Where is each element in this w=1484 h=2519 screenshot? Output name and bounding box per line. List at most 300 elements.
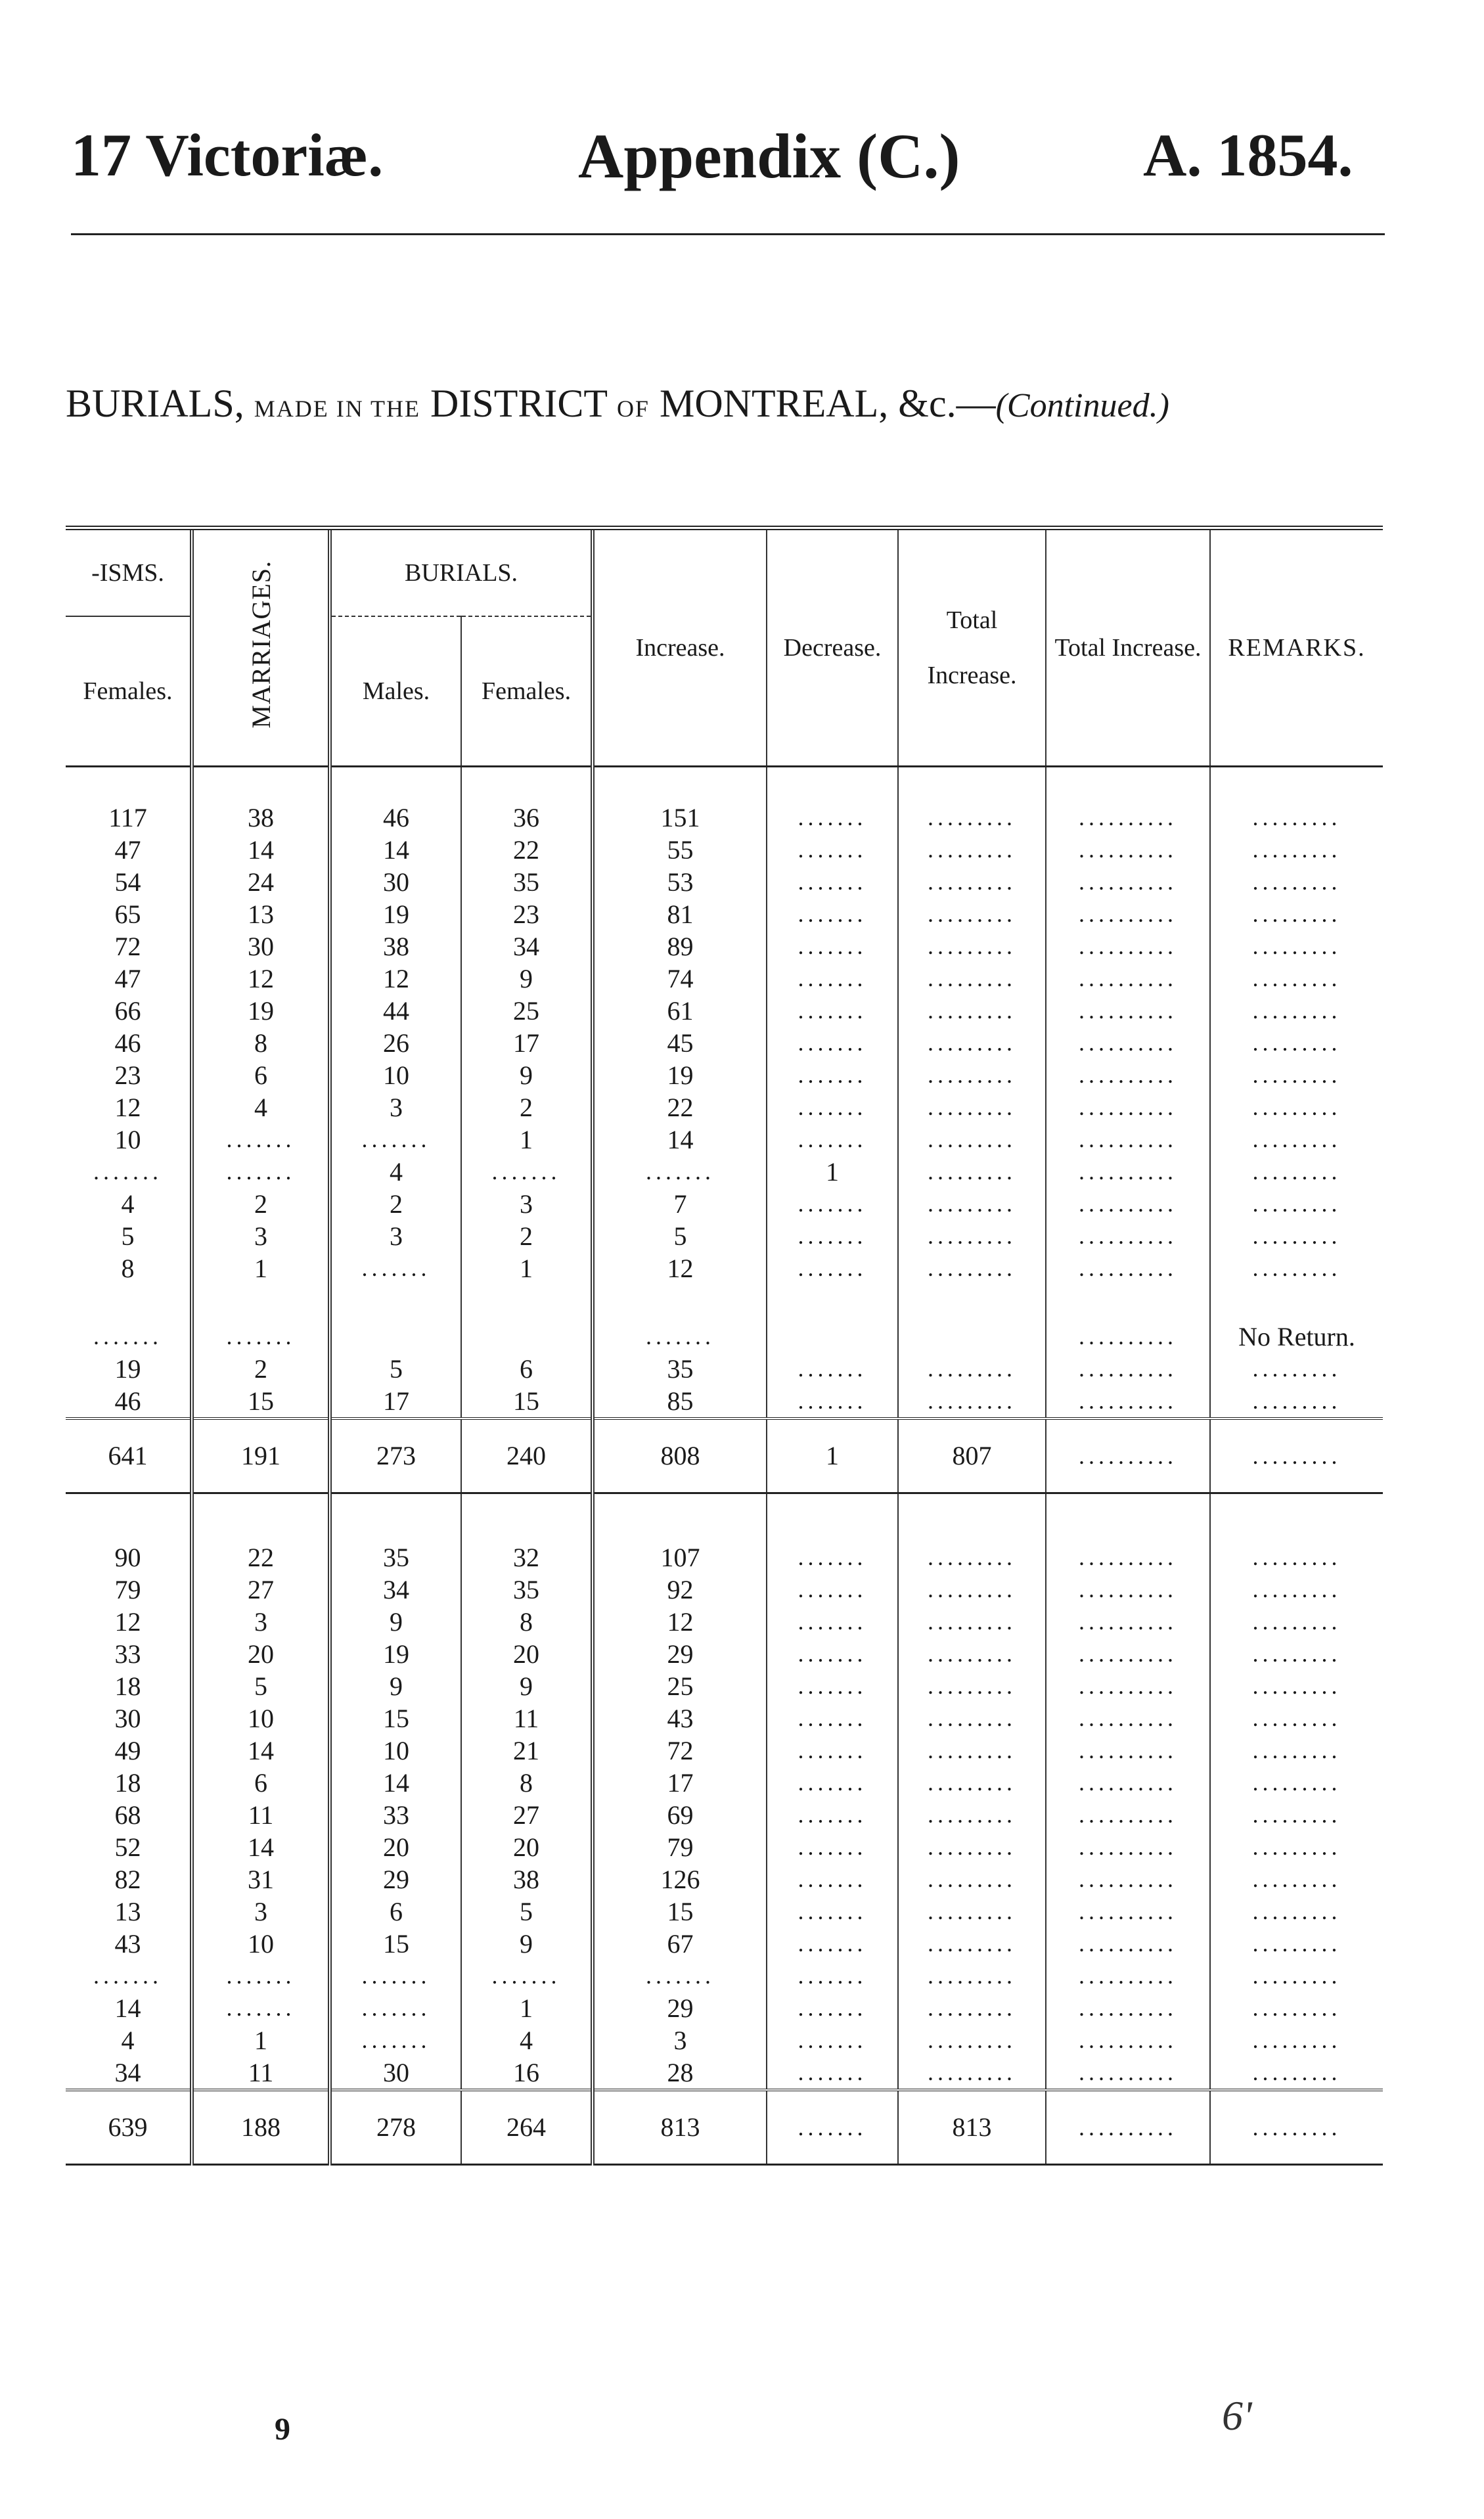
table-cell: .........	[1210, 1353, 1383, 1385]
table-cell: .........	[1210, 1156, 1383, 1188]
table-cell: .......	[93, 1962, 162, 1989]
section-gap	[66, 1493, 1383, 1507]
table-cell: 47	[114, 834, 141, 865]
table-cell: 2	[192, 1353, 330, 1385]
table-cell: 81	[593, 898, 767, 930]
table-cell: ..........	[1046, 1638, 1210, 1670]
table-cell: .......	[767, 1670, 898, 1702]
table-cell: .........	[898, 1091, 1046, 1123]
table-cell: 72	[114, 931, 141, 961]
table-cell: .........	[898, 766, 1046, 834]
table-cell: 30	[330, 2056, 461, 2090]
table-cell: 79	[593, 1831, 767, 1863]
table-cell: 14	[593, 1123, 767, 1156]
table-cell: 9	[461, 1670, 593, 1702]
table-cell: .........	[1210, 898, 1383, 930]
table-cell: .......	[767, 1027, 898, 1059]
table-cell: ..........	[1046, 898, 1210, 930]
table-cell: 43	[114, 1928, 141, 1959]
table-cell: 34	[114, 2057, 141, 2087]
table-cell	[330, 1284, 461, 1321]
table-cell: 6	[192, 1059, 330, 1091]
table-cell: 1	[767, 1156, 898, 1188]
table-cell: .......	[767, 2024, 898, 2056]
table-cell: 11	[192, 1799, 330, 1831]
table-cell: 9	[330, 1670, 461, 1702]
table-cell: 19	[192, 995, 330, 1027]
handwritten-mark: 6'	[1222, 2392, 1252, 2439]
total-cell: 191	[192, 1418, 330, 1493]
table-cell: 12	[114, 1606, 141, 1637]
table-cell: 10	[192, 1928, 330, 1960]
table-cell: .......	[93, 1158, 162, 1185]
table-cell: .......	[330, 2024, 461, 2056]
col-isms: -ISMS.	[66, 528, 192, 617]
total-cell: 278	[330, 2090, 461, 2165]
table-row	[66, 1574, 1383, 1606]
table-cell: 22	[192, 1507, 330, 1574]
table-cell: 26	[330, 1027, 461, 1059]
table-cell: 90	[114, 1542, 141, 1572]
table-cell: 9	[461, 963, 593, 995]
table-cell: ..........	[1046, 1735, 1210, 1767]
table-cell: 1	[192, 2024, 330, 2056]
table-cell	[330, 1321, 461, 1353]
table-cell: 10	[114, 1124, 141, 1154]
table-cell: .........	[1210, 1992, 1383, 2024]
table-cell: 49	[114, 1735, 141, 1765]
col-total-increase-2: Total Increase.	[1046, 528, 1210, 767]
table-row	[66, 1992, 1383, 2024]
table-cell: ..........	[1046, 1156, 1210, 1188]
table-cell: 25	[461, 995, 593, 1027]
table-cell: .........	[1210, 1059, 1383, 1091]
table-cell: ..........	[1046, 1123, 1210, 1156]
table-cell: .........	[1210, 834, 1383, 866]
total-cell: 807	[898, 1418, 1046, 1493]
table-cell: .........	[898, 1767, 1046, 1799]
table-cell: .......	[767, 1188, 898, 1220]
table-cell: 2	[461, 1091, 593, 1123]
table-row	[66, 1831, 1383, 1863]
table-cell: ..........	[1046, 1606, 1210, 1638]
table-cell: .......	[767, 1735, 898, 1767]
table-cell: 117	[108, 802, 147, 832]
table-cell: .........	[1210, 1831, 1383, 1863]
table-cell: ..........	[1046, 1507, 1210, 1574]
table-cell: .......	[330, 1992, 461, 2024]
total-cell: .........	[1210, 1418, 1383, 1493]
total-cell: 639	[66, 2090, 192, 2165]
table-cell: 33	[114, 1639, 141, 1669]
table-cell: .........	[898, 1960, 1046, 1992]
table-cell: 67	[593, 1928, 767, 1960]
table-cell: ..........	[1046, 766, 1210, 834]
table-cell: ..........	[1046, 1027, 1210, 1059]
table-cell: .........	[1210, 2024, 1383, 2056]
table-cell: .......	[767, 1863, 898, 1895]
table-cell: 34	[461, 930, 593, 963]
table-cell: ..........	[1046, 1767, 1210, 1799]
table-row	[66, 1252, 1383, 1284]
table-cell: 14	[330, 1767, 461, 1799]
table-cell: 23	[114, 1060, 141, 1090]
table-cell: ..........	[1046, 866, 1210, 898]
table-cell	[1046, 1284, 1210, 1321]
table-row	[66, 1027, 1383, 1059]
table-cell: .........	[1210, 1895, 1383, 1928]
col-total-increase-1: Total Increase.	[898, 528, 1046, 767]
table-cell: 151	[593, 766, 767, 834]
table-cell: .......	[767, 930, 898, 963]
table-cell: .........	[1210, 1188, 1383, 1220]
table-cell: ..........	[1046, 1188, 1210, 1220]
table-cell: ..........	[1046, 1220, 1210, 1252]
table-row	[66, 1960, 1383, 1992]
table-cell: 12	[593, 1606, 767, 1638]
table-subtitle: BURIALS, MADE IN THE DISTRICT OF MONTREAL, &c.—(Continued.)	[66, 382, 1169, 425]
table-cell: 31	[192, 1863, 330, 1895]
table-row	[66, 1188, 1383, 1220]
table-cell: 15	[593, 1895, 767, 1928]
table-cell: .......	[767, 898, 898, 930]
table-cell: .......	[593, 1960, 767, 1992]
table-cell: 126	[593, 1863, 767, 1895]
table-cell: .......	[767, 1353, 898, 1385]
table-cell: 5	[121, 1221, 135, 1251]
table-cell: .........	[898, 1188, 1046, 1220]
table-cell: 23	[461, 898, 593, 930]
table-cell: ..........	[1046, 1702, 1210, 1735]
total-cell: .........	[1210, 2090, 1383, 2165]
table-cell: 30	[192, 930, 330, 963]
table-cell: .......	[767, 1831, 898, 1863]
table-cell: .........	[898, 1059, 1046, 1091]
table-cell: .......	[767, 1507, 898, 1574]
table-cell: 55	[593, 834, 767, 866]
table-cell: .......	[767, 1123, 898, 1156]
table-cell: 12	[593, 1252, 767, 1284]
table-row	[66, 1091, 1383, 1123]
table-cell: 32	[461, 1507, 593, 1574]
table-cell: ..........	[1046, 1574, 1210, 1606]
table-cell: 4	[461, 2024, 593, 2056]
table-cell: 24	[192, 866, 330, 898]
table-row	[66, 963, 1383, 995]
table-cell: .........	[1210, 1638, 1383, 1670]
col-decrease: Decrease.	[767, 528, 898, 767]
table-cell: .........	[1210, 1670, 1383, 1702]
table-cell: 20	[461, 1831, 593, 1863]
table-cell: .......	[767, 1928, 898, 1960]
table-cell: .......	[767, 1220, 898, 1252]
table-cell	[898, 1284, 1046, 1321]
table-cell: .........	[1210, 1507, 1383, 1574]
table-row	[66, 1284, 1383, 1321]
table-row	[66, 2024, 1383, 2056]
table-cell: ..........	[1046, 2056, 1210, 2090]
table-cell: .......	[767, 834, 898, 866]
table-cell: 30	[330, 866, 461, 898]
table-cell: .......	[767, 1252, 898, 1284]
table-cell: .........	[1210, 963, 1383, 995]
table-cell: .........	[898, 898, 1046, 930]
total-cell: 813	[593, 2090, 767, 2165]
table-cell: 29	[593, 1638, 767, 1670]
table-cell: .........	[898, 2024, 1046, 2056]
table-cell: 4	[121, 1189, 135, 1219]
table-cell: 72	[593, 1735, 767, 1767]
table-cell: 1	[192, 1252, 330, 1284]
table-cell: 10	[330, 1735, 461, 1767]
table-cell	[1210, 1284, 1383, 1321]
table-cell: 15	[192, 1385, 330, 1418]
table-cell: 19	[330, 1638, 461, 1670]
table-cell: 1	[461, 1992, 593, 2024]
table-cell: 4	[330, 1156, 461, 1188]
burials-table	[66, 526, 1383, 2166]
table-cell	[767, 1284, 898, 1321]
table-cell: .........	[1210, 1027, 1383, 1059]
table-row	[66, 1156, 1383, 1188]
table-cell: 11	[461, 1702, 593, 1735]
table-cell: .......	[767, 1960, 898, 1992]
table-cell: 74	[593, 963, 767, 995]
table-cell: .......	[767, 766, 898, 834]
total-cell: 188	[192, 2090, 330, 2165]
table-cell: .........	[898, 1220, 1046, 1252]
table-cell: .........	[898, 1606, 1046, 1638]
table-row	[66, 866, 1383, 898]
table-cell: .......	[330, 1252, 461, 1284]
col-isms-females: Females.	[83, 677, 173, 705]
table-cell: 6	[330, 1895, 461, 1928]
table-cell: 9	[461, 1059, 593, 1091]
page-number: 9	[275, 2412, 290, 2447]
col-burials: BURIALS.	[330, 528, 593, 617]
table-cell: 20	[192, 1638, 330, 1670]
table-cell: .........	[898, 1123, 1046, 1156]
table-cell: .........	[1210, 766, 1383, 834]
table-cell: 21	[461, 1735, 593, 1767]
table-row	[66, 1220, 1383, 1252]
table-row	[66, 1123, 1383, 1156]
table-cell: 14	[330, 834, 461, 866]
table-cell: 12	[114, 1092, 141, 1122]
table-cell: .........	[1210, 1606, 1383, 1638]
table-cell: 38	[330, 930, 461, 963]
col-increase: Increase.	[593, 528, 767, 767]
table-cell: 27	[461, 1799, 593, 1831]
total-cell: 240	[461, 1418, 593, 1493]
table-cell: .........	[898, 1638, 1046, 1670]
table-cell: 28	[593, 2056, 767, 2090]
table-cell: ..........	[1046, 995, 1210, 1027]
table-cell: 3	[330, 1091, 461, 1123]
table-cell: .......	[767, 866, 898, 898]
table-cell: .......	[93, 1323, 162, 1350]
table-cell: 2	[461, 1220, 593, 1252]
table-cell: 14	[192, 834, 330, 866]
table-cell: 13	[114, 1896, 141, 1926]
table-cell: 9	[330, 1606, 461, 1638]
table-row	[66, 1059, 1383, 1091]
table-cell: .......	[767, 1091, 898, 1123]
table-cell: 1	[461, 1123, 593, 1156]
table-cell: 61	[593, 995, 767, 1027]
table-cell: 33	[330, 1799, 461, 1831]
table-cell: 3	[192, 1895, 330, 1928]
table-cell: .........	[898, 1156, 1046, 1188]
table-cell: ..........	[1046, 1992, 1210, 2024]
table-cell: 8	[461, 1767, 593, 1799]
table-cell: 69	[593, 1799, 767, 1831]
table-cell: ..........	[1046, 1863, 1210, 1895]
table-cell: 35	[330, 1507, 461, 1574]
table-cell: ..........	[1046, 1831, 1210, 1863]
table-cell: .........	[898, 995, 1046, 1027]
table-cell: 20	[330, 1831, 461, 1863]
table-cell: 29	[593, 1992, 767, 2024]
table-header	[66, 528, 1383, 767]
table-cell: 16	[461, 2056, 593, 2090]
table-cell: 6	[461, 1353, 593, 1385]
table-cell	[66, 1284, 192, 1321]
table-cell: .........	[898, 834, 1046, 866]
table-cell: .........	[1210, 930, 1383, 963]
table-cell: 5	[593, 1220, 767, 1252]
table-cell: 5	[330, 1353, 461, 1385]
table-cell: .........	[898, 1702, 1046, 1735]
table-cell: .......	[767, 1638, 898, 1670]
table-cell: 18	[114, 1671, 141, 1701]
table-cell: .........	[898, 1252, 1046, 1284]
table-cell: 12	[192, 963, 330, 995]
table-cell: .......	[461, 1156, 593, 1188]
table-cell: 34	[330, 1574, 461, 1606]
table-cell: 2	[330, 1188, 461, 1220]
table-cell: 9	[461, 1928, 593, 1960]
table-cell: No Return.	[1210, 1321, 1383, 1353]
table-cell: ..........	[1046, 1321, 1210, 1353]
table-cell: 43	[593, 1702, 767, 1735]
table-cell	[461, 1284, 593, 1321]
col-remarks: REMARKS.	[1210, 528, 1383, 767]
table-cell: 38	[192, 766, 330, 834]
table-row	[66, 1767, 1383, 1799]
table-cell: .......	[767, 1385, 898, 1418]
table-cell: 8	[121, 1253, 135, 1283]
table-row	[66, 1321, 1383, 1353]
col-marriages: MARRIAGES.	[192, 528, 330, 767]
total-cell: ..........	[1046, 2090, 1210, 2165]
table-cell: .........	[898, 1735, 1046, 1767]
table-cell: .........	[1210, 1735, 1383, 1767]
table-cell: ..........	[1046, 1252, 1210, 1284]
table-row	[66, 1895, 1383, 1928]
table-row	[66, 1606, 1383, 1638]
table-cell: .......	[192, 1992, 330, 2024]
table-cell: .......	[330, 1123, 461, 1156]
table-cell: .........	[898, 1799, 1046, 1831]
table-cell: ..........	[1046, 834, 1210, 866]
table-cell: .......	[767, 1059, 898, 1091]
table-cell: .........	[1210, 995, 1383, 1027]
total-cell: 273	[330, 1418, 461, 1493]
table-cell: 35	[461, 866, 593, 898]
table-cell: ..........	[1046, 1799, 1210, 1831]
table-row	[66, 1863, 1383, 1895]
table-cell: 17	[330, 1385, 461, 1418]
table-cell: .........	[898, 1992, 1046, 2024]
table-cell: 65	[114, 899, 141, 929]
table-cell: ..........	[1046, 1670, 1210, 1702]
table-cell: 46	[114, 1386, 141, 1416]
table-cell	[461, 1321, 593, 1353]
table-cell: .......	[330, 1960, 461, 1992]
table-cell: 6	[192, 1767, 330, 1799]
table-cell: 20	[461, 1638, 593, 1670]
table-cell: 3	[593, 2024, 767, 2056]
table-cell: .......	[767, 1574, 898, 1606]
table-row	[66, 2056, 1383, 2090]
table-cell: 35	[461, 1574, 593, 1606]
table-cell: .........	[898, 1027, 1046, 1059]
table-row	[66, 1702, 1383, 1735]
table-row	[66, 930, 1383, 963]
table-cell: .........	[898, 1574, 1046, 1606]
total-cell: 264	[461, 2090, 593, 2165]
table-row	[66, 834, 1383, 866]
table-cell: .......	[767, 963, 898, 995]
table-row	[66, 1638, 1383, 1670]
table-row	[66, 766, 1383, 834]
col-burials-males: Males.	[330, 616, 461, 766]
table-cell: .........	[898, 1507, 1046, 1574]
table-cell: 36	[461, 766, 593, 834]
table-row	[66, 1507, 1383, 1574]
table-cell: 45	[593, 1027, 767, 1059]
table-row	[66, 1799, 1383, 1831]
table-cell: 3	[192, 1606, 330, 1638]
table-cell: .........	[1210, 1799, 1383, 1831]
table-cell: .........	[898, 1863, 1046, 1895]
table-cell: ..........	[1046, 1385, 1210, 1418]
table-cell: 2	[192, 1188, 330, 1220]
table-cell: 82	[114, 1864, 141, 1894]
table-cell: 7	[593, 1188, 767, 1220]
table-cell: .......	[767, 2056, 898, 2090]
table-cell: .........	[898, 930, 1046, 963]
table-cell: 46	[330, 766, 461, 834]
table-cell: 13	[192, 898, 330, 930]
table-cell: .......	[192, 1156, 330, 1188]
table-row	[66, 995, 1383, 1027]
table-cell: 79	[114, 1574, 141, 1604]
table-cell: 18	[114, 1767, 141, 1798]
table-row	[66, 1385, 1383, 1418]
table-cell: 15	[330, 1702, 461, 1735]
table-cell: 35	[593, 1353, 767, 1385]
table-row	[66, 1353, 1383, 1385]
header-center: Appendix (C.)	[578, 121, 960, 191]
table-cell: .........	[898, 1895, 1046, 1928]
table-cell: .......	[461, 1960, 593, 1992]
table-cell: 68	[114, 1800, 141, 1830]
table-cell: .......	[767, 1895, 898, 1928]
table-cell: .......	[767, 1702, 898, 1735]
table-cell: .........	[1210, 1702, 1383, 1735]
